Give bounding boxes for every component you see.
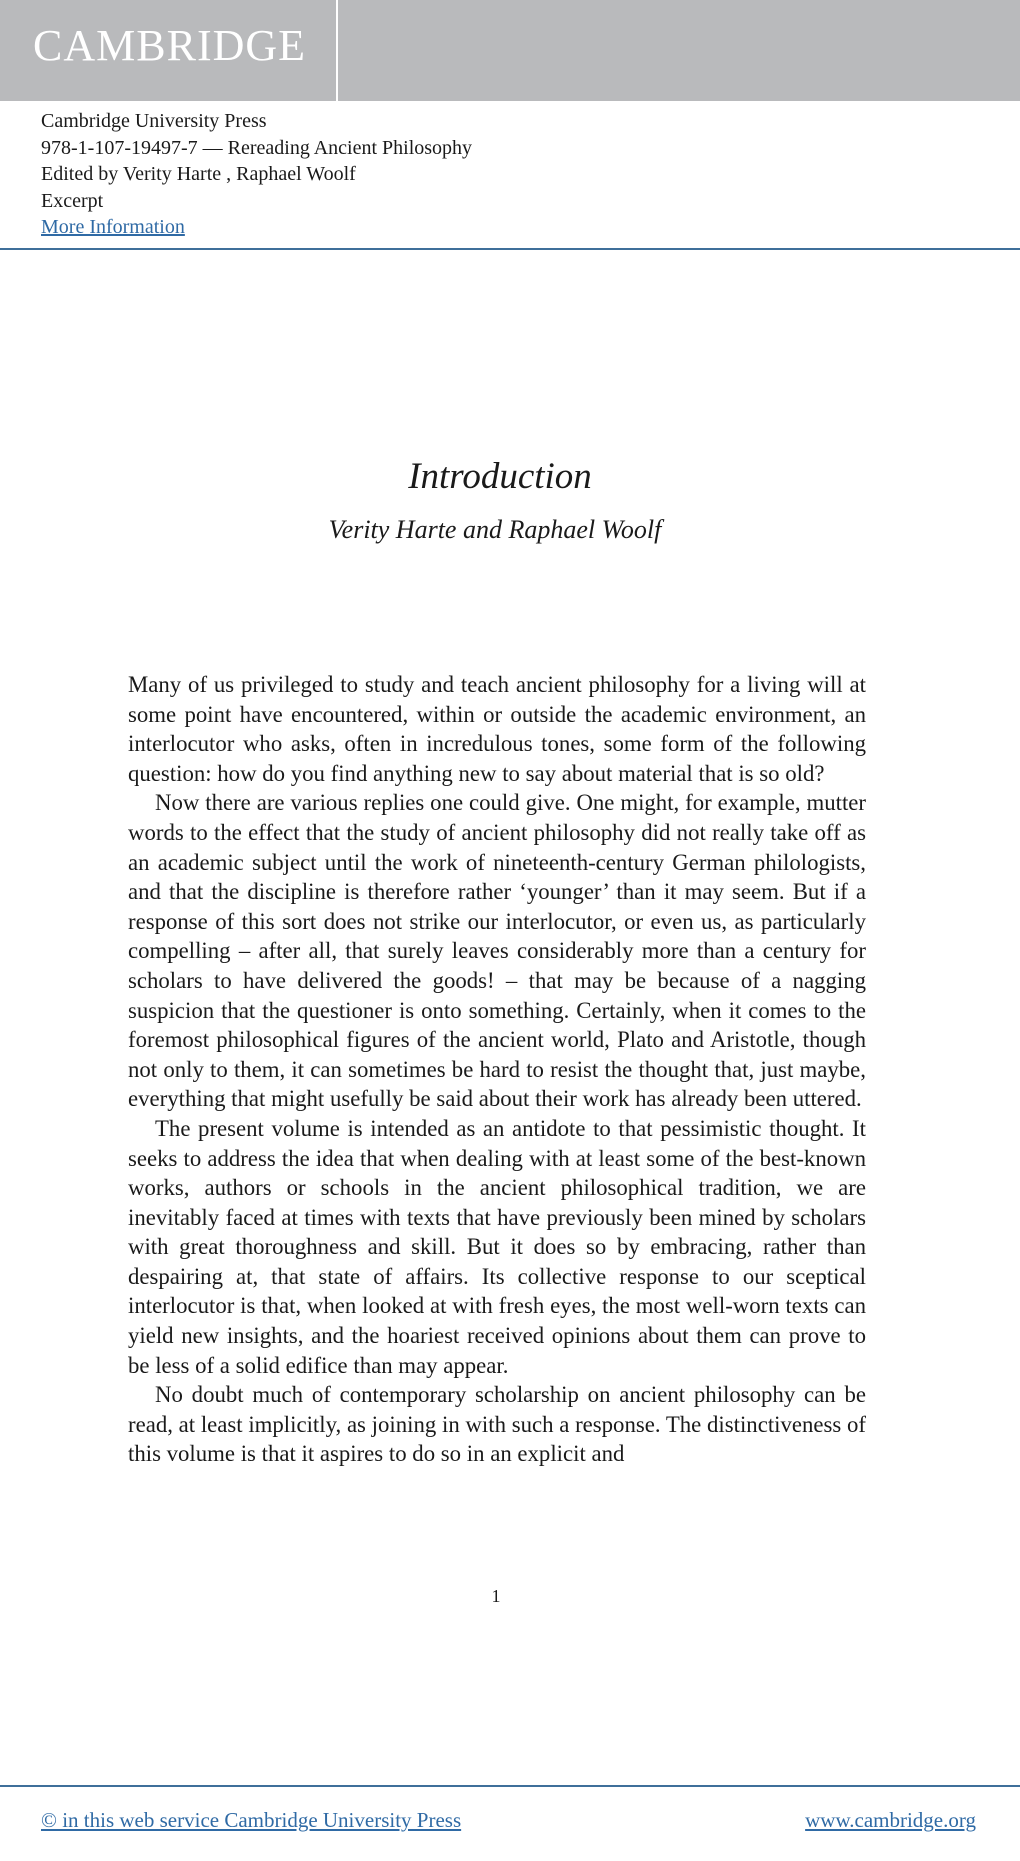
cambridge-site-link[interactable]: www.cambridge.org xyxy=(805,1808,976,1832)
book-metadata xyxy=(41,108,472,241)
publisher-name: Cambridge University Press xyxy=(41,110,267,132)
paragraph-3: The present volume is intended as an antidote to that pessimistic thought. It seeks to address the idea that when dealing with at least some of the best-known works, authors or schools in the ancient philosophical tradition, we are inevitably faced at times with texts that have previously been mined by scholars with great thoroughness and skill. But it does so by embracing, rather than despairing at, that state of affairs. Its collective response to our sceptical interlocutor is that, when looked at with fresh eyes, the most well-worn texts can yield new insights, and the hoariest received opinions about them can prove to be less of a solid edifice than may appear. xyxy=(128,1115,866,1378)
cambridge-logo: CAMBRIDGE xyxy=(33,21,307,70)
footer-rule xyxy=(0,1785,1020,1787)
more-information-link[interactable]: More Information xyxy=(41,216,185,238)
chapter-title: Introduction xyxy=(408,456,592,497)
isbn-title: 978-1-107-19497-7 — Rereading Ancient Philosophy xyxy=(41,136,473,159)
publisher-banner xyxy=(0,0,1020,101)
paragraph-4: No doubt much of contemporary scholarship on ancient philosophy can be read, at least implicitly, as joining in with such a response. The distinctiveness of this volume is that it aspires to do so in an explicit and xyxy=(128,1382,866,1467)
paragraph-2: Now there are various replies one could give. One might, for example, mutter words to the effect that the study of ancient philosophy did not really take off as an academic subject until the work of nineteenth-century German philologists, and that the discipline is therefore rather ‘younger’ than it may seem. But if a response of this sort does not strike our interlocutor, or even us, as particularly compelling – after all, that surely leaves considerably more than a century for scholars to have delivered the goods! – that may be because of a nagging suspicion that the questioner is onto something. Certainly, when it comes to the foremost philosophical figures of the ancient world, Plato and Aristotle, though not only to them, it can sometimes be hard to resist the thought that, just maybe, everything that might usefully be said about their work has already been uttered. xyxy=(128,790,866,1112)
header-rule xyxy=(0,248,1020,250)
editors: Edited by Verity Harte , Raphael Woolf xyxy=(41,163,356,185)
chapter-authors: Verity Harte and Raphael Woolf xyxy=(328,515,662,544)
content-type: Excerpt xyxy=(41,189,104,212)
chapter-body xyxy=(128,670,866,1469)
copyright-link[interactable]: © in this web service Cambridge University Press xyxy=(41,1808,462,1832)
paragraph-1: Many of us privileged to study and teach ancient philosophy for a living will at some point have encountered, within or outside the academic environment, an interlocutor who asks, often in incredulous tones, some form of the following question: how do you find anything new to say about material that is so old? xyxy=(128,672,866,786)
page-number: 1 xyxy=(491,1586,501,1606)
banner-divider xyxy=(336,0,338,101)
